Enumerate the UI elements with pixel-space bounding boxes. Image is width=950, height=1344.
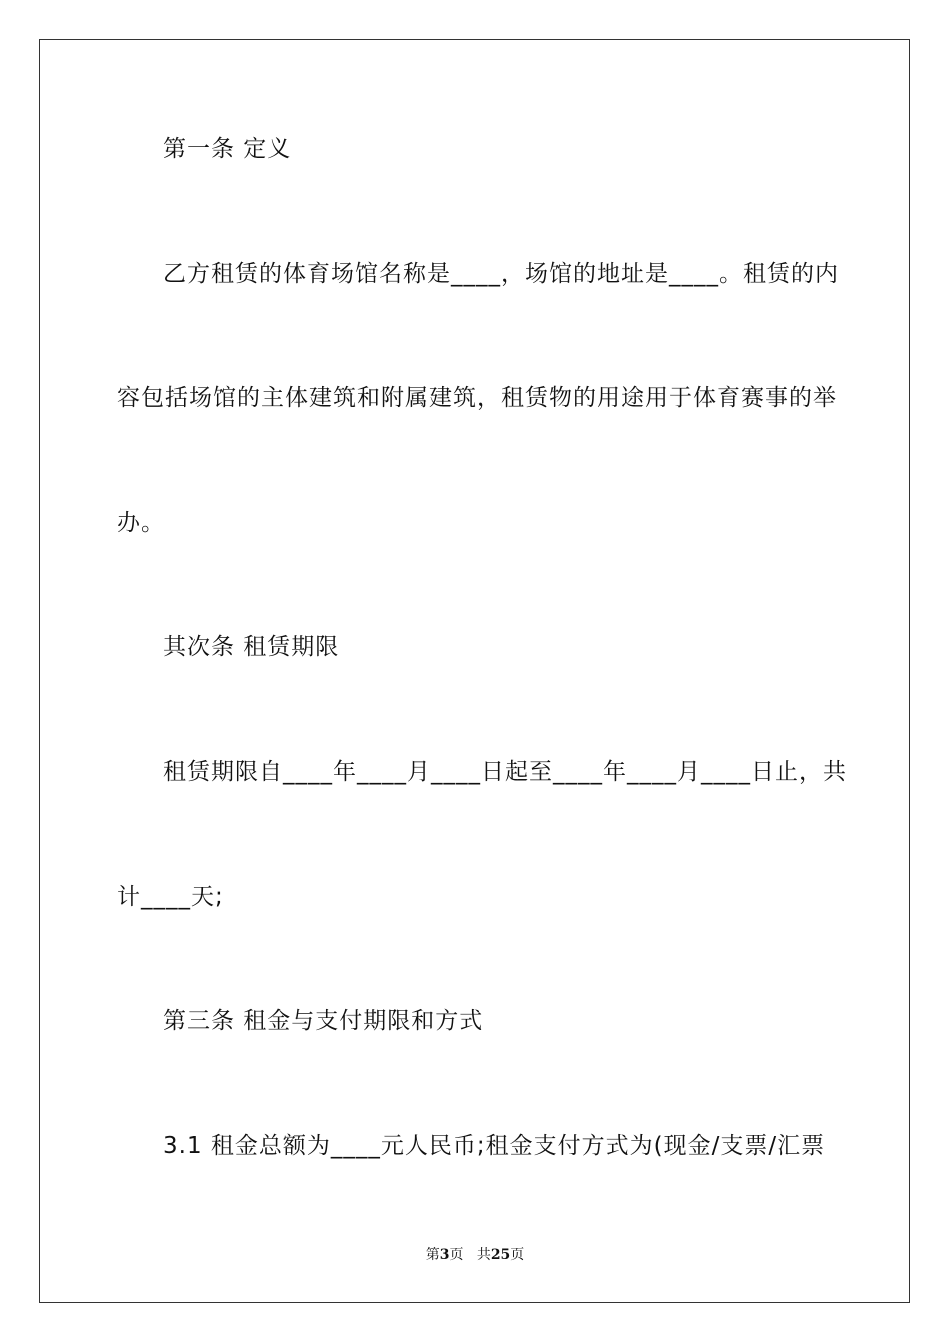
total-pages: 25	[490, 1247, 511, 1263]
paragraph-line: 3.1 租金总额为____元人民币;租金支付方式为(现金/支票/汇票	[163, 1133, 826, 1159]
total-suffix: 页	[510, 1247, 525, 1263]
total-prefix: 共	[476, 1247, 491, 1263]
page-frame	[39, 39, 910, 1303]
article-3-heading: 第三条 租金与支付期限和方式	[163, 1008, 484, 1034]
paragraph-line: 乙方租赁的体育场馆名称是____，场馆的地址是____。租赁的内	[163, 261, 839, 287]
article-1-heading: 第一条 定义	[163, 136, 292, 162]
page-prefix: 第	[425, 1247, 440, 1263]
article-2-heading: 其次条 租赁期限	[163, 634, 340, 660]
paragraph-line: 租赁期限自____年____月____日起至____年____月____日止，共	[163, 759, 847, 785]
page-number: 3	[439, 1247, 450, 1263]
paragraph-line: 计____天;	[117, 884, 224, 910]
page-suffix: 页	[449, 1247, 464, 1263]
page-footer	[0, 1246, 950, 1264]
paragraph-line: 容包括场馆的主体建筑和附属建筑，租赁物的用途用于体育赛事的举	[117, 385, 837, 411]
paragraph-line: 办。	[117, 510, 165, 536]
